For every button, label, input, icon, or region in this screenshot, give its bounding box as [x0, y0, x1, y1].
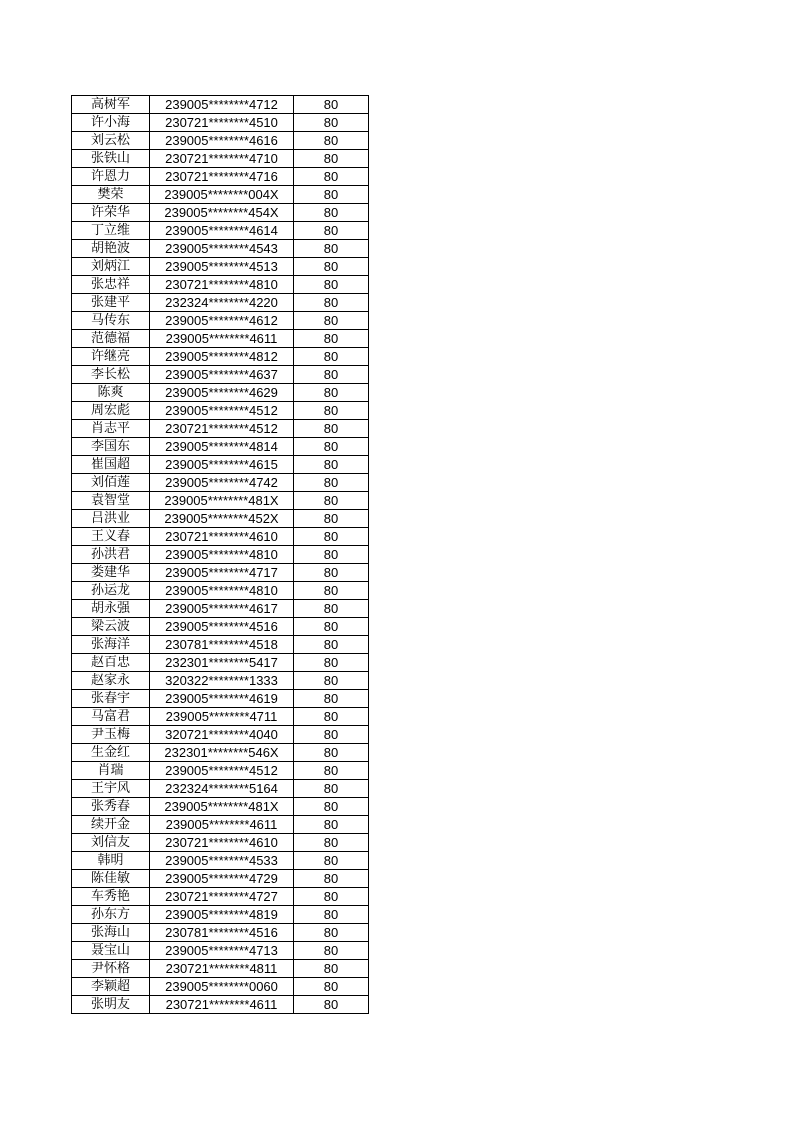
id-number-cell: 239005********4516	[150, 618, 294, 636]
score-cell: 80	[294, 456, 369, 474]
score-cell: 80	[294, 222, 369, 240]
id-number-cell: 239005********4614	[150, 222, 294, 240]
name-cell: 张秀春	[72, 798, 150, 816]
score-cell: 80	[294, 276, 369, 294]
name-cell: 李长松	[72, 366, 150, 384]
table-row	[72, 942, 369, 960]
score-cell: 80	[294, 312, 369, 330]
table-row	[72, 438, 369, 456]
score-cell: 80	[294, 780, 369, 798]
score-cell: 80	[294, 942, 369, 960]
score-cell: 80	[294, 132, 369, 150]
id-number-cell: 232301********546X	[150, 744, 294, 762]
table-row	[72, 330, 369, 348]
id-number-cell: 239005********4615	[150, 456, 294, 474]
table-row	[72, 366, 369, 384]
table-row	[72, 600, 369, 618]
score-cell: 80	[294, 960, 369, 978]
id-number-cell: 239005********4729	[150, 870, 294, 888]
id-number-cell: 230721********4610	[150, 834, 294, 852]
name-cell: 李国东	[72, 438, 150, 456]
id-number-cell: 239005********481X	[150, 798, 294, 816]
name-cell: 赵家永	[72, 672, 150, 690]
table-row	[72, 402, 369, 420]
id-number-cell: 320322********1333	[150, 672, 294, 690]
name-cell: 李颖超	[72, 978, 150, 996]
name-cell: 胡艳波	[72, 240, 150, 258]
name-cell: 高树军	[72, 96, 150, 114]
table-row	[72, 834, 369, 852]
name-cell: 王义春	[72, 528, 150, 546]
name-cell: 张忠祥	[72, 276, 150, 294]
id-number-cell: 239005********0060	[150, 978, 294, 996]
name-cell: 车秀艳	[72, 888, 150, 906]
table-row	[72, 816, 369, 834]
table-row	[72, 186, 369, 204]
id-number-cell: 239005********4717	[150, 564, 294, 582]
score-cell: 80	[294, 528, 369, 546]
name-cell: 孙东方	[72, 906, 150, 924]
name-cell: 周宏彪	[72, 402, 150, 420]
table-row	[72, 312, 369, 330]
id-number-cell: 239005********4742	[150, 474, 294, 492]
name-cell: 崔国超	[72, 456, 150, 474]
name-cell: 张海山	[72, 924, 150, 942]
score-cell: 80	[294, 492, 369, 510]
name-cell: 刘云松	[72, 132, 150, 150]
name-cell: 陈爽	[72, 384, 150, 402]
score-cell: 80	[294, 600, 369, 618]
table-row	[72, 132, 369, 150]
score-cell: 80	[294, 348, 369, 366]
table-row	[72, 978, 369, 996]
name-cell: 袁智堂	[72, 492, 150, 510]
table-row	[72, 564, 369, 582]
table-row	[72, 294, 369, 312]
score-cell: 80	[294, 870, 369, 888]
score-cell: 80	[294, 978, 369, 996]
name-cell: 生金红	[72, 744, 150, 762]
score-cell: 80	[294, 690, 369, 708]
score-cell: 80	[294, 816, 369, 834]
name-cell: 许荣华	[72, 204, 150, 222]
id-number-cell: 239005********4819	[150, 906, 294, 924]
id-number-cell: 230721********4510	[150, 114, 294, 132]
id-number-cell: 239005********4543	[150, 240, 294, 258]
id-number-cell: 230721********4727	[150, 888, 294, 906]
name-cell: 张明友	[72, 996, 150, 1014]
score-cell: 80	[294, 906, 369, 924]
id-number-cell: 239005********4619	[150, 690, 294, 708]
name-cell: 王宇风	[72, 780, 150, 798]
id-number-cell: 239005********4629	[150, 384, 294, 402]
name-cell: 范德福	[72, 330, 150, 348]
id-number-cell: 320721********4040	[150, 726, 294, 744]
table-row	[72, 798, 369, 816]
name-cell: 梁云波	[72, 618, 150, 636]
score-cell: 80	[294, 474, 369, 492]
id-number-cell: 239005********4512	[150, 762, 294, 780]
score-cell: 80	[294, 618, 369, 636]
id-number-cell: 230781********4516	[150, 924, 294, 942]
name-cell: 马富君	[72, 708, 150, 726]
score-cell: 80	[294, 798, 369, 816]
score-cell: 80	[294, 636, 369, 654]
table-row	[72, 780, 369, 798]
score-cell: 80	[294, 294, 369, 312]
table-row	[72, 870, 369, 888]
id-number-cell: 230721********4610	[150, 528, 294, 546]
name-cell: 胡永强	[72, 600, 150, 618]
name-cell: 马传东	[72, 312, 150, 330]
table-row	[72, 906, 369, 924]
id-number-cell: 239005********4814	[150, 438, 294, 456]
score-cell: 80	[294, 204, 369, 222]
score-cell: 80	[294, 366, 369, 384]
score-cell: 80	[294, 420, 369, 438]
id-number-cell: 239005********4513	[150, 258, 294, 276]
id-number-cell: 239005********481X	[150, 492, 294, 510]
id-number-cell: 239005********004X	[150, 186, 294, 204]
table-row	[72, 222, 369, 240]
score-cell: 80	[294, 888, 369, 906]
score-cell: 80	[294, 240, 369, 258]
table-row	[72, 636, 369, 654]
table-row	[72, 582, 369, 600]
score-cell: 80	[294, 996, 369, 1014]
table-row	[72, 114, 369, 132]
score-cell: 80	[294, 852, 369, 870]
table-row	[72, 384, 369, 402]
score-cell: 80	[294, 546, 369, 564]
name-cell: 张铁山	[72, 150, 150, 168]
table-row	[72, 240, 369, 258]
name-cell: 张春宇	[72, 690, 150, 708]
id-number-cell: 230781********4518	[150, 636, 294, 654]
table-row	[72, 456, 369, 474]
table-row	[72, 672, 369, 690]
table-row	[72, 168, 369, 186]
score-cell: 80	[294, 762, 369, 780]
id-number-cell: 239005********4812	[150, 348, 294, 366]
name-cell: 刘信友	[72, 834, 150, 852]
name-cell: 尹玉梅	[72, 726, 150, 744]
name-cell: 孙洪君	[72, 546, 150, 564]
score-cell: 80	[294, 186, 369, 204]
score-cell: 80	[294, 564, 369, 582]
table-row	[72, 492, 369, 510]
id-number-cell: 239005********4810	[150, 546, 294, 564]
table-row	[72, 996, 369, 1014]
table-row	[72, 96, 369, 114]
score-cell: 80	[294, 744, 369, 762]
score-cell: 80	[294, 834, 369, 852]
records-table	[71, 95, 369, 1014]
table-row	[72, 276, 369, 294]
score-cell: 80	[294, 654, 369, 672]
table-row	[72, 474, 369, 492]
id-number-cell: 239005********4533	[150, 852, 294, 870]
id-number-cell: 239005********4617	[150, 600, 294, 618]
id-number-cell: 230721********4811	[150, 960, 294, 978]
id-number-cell: 230721********4611	[150, 996, 294, 1014]
score-cell: 80	[294, 672, 369, 690]
id-number-cell: 239005********4712	[150, 96, 294, 114]
id-number-cell: 232301********5417	[150, 654, 294, 672]
id-number-cell: 239005********4512	[150, 402, 294, 420]
table-row	[72, 654, 369, 672]
table-row	[72, 690, 369, 708]
table-row	[72, 258, 369, 276]
table-row	[72, 420, 369, 438]
table-row	[72, 852, 369, 870]
id-number-cell: 239005********452X	[150, 510, 294, 528]
id-number-cell: 230721********4512	[150, 420, 294, 438]
id-number-cell: 239005********454X	[150, 204, 294, 222]
id-number-cell: 239005********4637	[150, 366, 294, 384]
id-number-cell: 230721********4710	[150, 150, 294, 168]
table-row	[72, 510, 369, 528]
score-cell: 80	[294, 438, 369, 456]
name-cell: 韩明	[72, 852, 150, 870]
id-number-cell: 230721********4810	[150, 276, 294, 294]
table-row	[72, 150, 369, 168]
id-number-cell: 239005********4611	[150, 816, 294, 834]
table-row	[72, 348, 369, 366]
name-cell: 丁立维	[72, 222, 150, 240]
id-number-cell: 239005********4616	[150, 132, 294, 150]
table-row	[72, 744, 369, 762]
score-cell: 80	[294, 96, 369, 114]
id-number-cell: 239005********4611	[150, 330, 294, 348]
score-cell: 80	[294, 708, 369, 726]
name-cell: 赵百忠	[72, 654, 150, 672]
score-cell: 80	[294, 150, 369, 168]
name-cell: 刘炳江	[72, 258, 150, 276]
name-cell: 张海洋	[72, 636, 150, 654]
name-cell: 陈佳敏	[72, 870, 150, 888]
score-cell: 80	[294, 924, 369, 942]
name-cell: 肖志平	[72, 420, 150, 438]
score-cell: 80	[294, 582, 369, 600]
table-row	[72, 960, 369, 978]
name-cell: 许小海	[72, 114, 150, 132]
score-cell: 80	[294, 384, 369, 402]
table-row	[72, 888, 369, 906]
id-number-cell: 230721********4716	[150, 168, 294, 186]
id-number-cell: 232324********5164	[150, 780, 294, 798]
name-cell: 娄建华	[72, 564, 150, 582]
score-cell: 80	[294, 258, 369, 276]
id-number-cell: 239005********4810	[150, 582, 294, 600]
name-cell: 樊荣	[72, 186, 150, 204]
table-row	[72, 546, 369, 564]
id-number-cell: 239005********4612	[150, 312, 294, 330]
id-number-cell: 239005********4713	[150, 942, 294, 960]
name-cell: 聂宝山	[72, 942, 150, 960]
score-cell: 80	[294, 168, 369, 186]
table-row	[72, 528, 369, 546]
score-cell: 80	[294, 510, 369, 528]
name-cell: 吕洪业	[72, 510, 150, 528]
name-cell: 刘佰莲	[72, 474, 150, 492]
table-row	[72, 708, 369, 726]
name-cell: 肖瑞	[72, 762, 150, 780]
name-cell: 张建平	[72, 294, 150, 312]
table-row	[72, 618, 369, 636]
name-cell: 许恩力	[72, 168, 150, 186]
table-row	[72, 726, 369, 744]
table-row	[72, 924, 369, 942]
score-cell: 80	[294, 726, 369, 744]
id-number-cell: 239005********4711	[150, 708, 294, 726]
table-row	[72, 204, 369, 222]
id-number-cell: 232324********4220	[150, 294, 294, 312]
name-cell: 孙运龙	[72, 582, 150, 600]
score-cell: 80	[294, 114, 369, 132]
score-cell: 80	[294, 330, 369, 348]
name-cell: 续开金	[72, 816, 150, 834]
score-cell: 80	[294, 402, 369, 420]
records-table-body	[72, 96, 369, 1014]
name-cell: 尹怀格	[72, 960, 150, 978]
name-cell: 许继亮	[72, 348, 150, 366]
table-row	[72, 762, 369, 780]
